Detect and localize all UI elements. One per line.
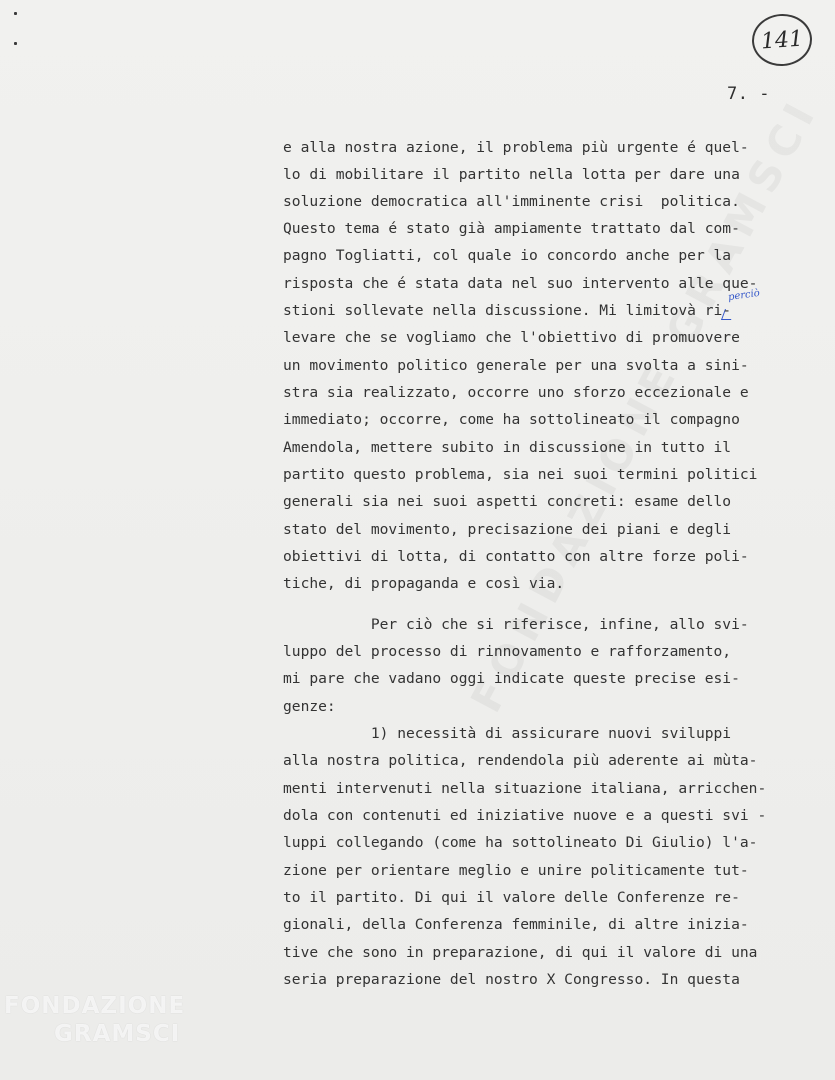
margin-mark <box>14 12 17 15</box>
text-line: zione per orientare meglio e unire politicamente tut- <box>283 862 749 879</box>
text-line: 1) necessità di assicurare nuovi sviluppi <box>283 725 732 742</box>
text-line: menti intervenuti nella situazione italiana, arricchen- <box>283 780 767 797</box>
text-line: soluzione democratica all'imminente crisi politica. <box>283 193 740 210</box>
text-line: tiche, di propaganda e così via. <box>283 575 565 592</box>
text-line: obiettivi di lotta, di contatto con altre forze poli- <box>283 548 749 565</box>
text-line: Questo tema é stato già ampiamente trattato dal com- <box>283 220 740 237</box>
text-line: stioni sollevate nella discussione. Mi limitovà ri- <box>283 302 732 319</box>
text-line: immediato; occorre, come ha sottolineato il compagno <box>283 411 740 428</box>
text-line: Amendola, mettere subito in discussione in tutto il <box>283 439 732 456</box>
text-line: dola con contenuti ed iniziative nuove e a questi svi - <box>283 807 767 824</box>
text-line: stra sia realizzato, occorre uno sforzo eccezionale e <box>283 384 749 401</box>
text-line: stato del movimento, precisazione dei piani e degli <box>283 521 732 538</box>
text-line: mi pare che vadano oggi indicate queste precise esi- <box>283 670 740 687</box>
text-line: e alla nostra azione, il problema più urgente é quel- <box>283 139 749 156</box>
text-line: partito questo problema, sia nei suoi termini politici <box>283 466 758 483</box>
archive-stamp: 141 <box>750 12 813 68</box>
text-line: gionali, della Conferenza femminile, di altre inizia- <box>283 916 749 933</box>
logo-line-1: FONDAZIONE <box>4 993 186 1019</box>
text-line: luppi collegando (come ha sottolineato Di Giulio) l'a- <box>283 834 758 851</box>
margin-mark <box>14 42 17 45</box>
text-line: tive che sono in preparazione, di qui il valore di una <box>283 944 758 961</box>
fondazione-gramsci-logo <box>4 992 185 1048</box>
text-line: genze: <box>283 698 336 715</box>
text-line: generali sia nei suoi aspetti concreti: esame dello <box>283 493 732 510</box>
text-line: Per ciò che si riferisce, infine, allo svi- <box>283 616 749 633</box>
text-line: un movimento politico generale per una svolta a sini- <box>283 357 749 374</box>
handwritten-note: perciò <box>727 287 761 304</box>
logo-line-2: GRAMSCI <box>54 1021 181 1047</box>
text-line: luppo del processo di rinnovamento e rafforzamento, <box>283 643 732 660</box>
text-line: lo di mobilitare il partito nella lotta per dare una <box>283 166 740 183</box>
text-line: pagno Togliatti, col quale io concordo anche per la <box>283 247 732 264</box>
text-line: alla nostra politica, rendendola più aderente ai mùta- <box>283 752 758 769</box>
page-number: 7. - <box>727 84 770 104</box>
text-line: risposta che é stata data nel suo intervento alle que- <box>283 275 758 292</box>
text-line: levare che se vogliamo che l'obiettivo di promuovere <box>283 329 740 346</box>
text-line: seria preparazione del nostro X Congresso. In questa <box>283 971 740 988</box>
text-line: to il partito. Di qui il valore delle Conferenze re- <box>283 889 740 906</box>
